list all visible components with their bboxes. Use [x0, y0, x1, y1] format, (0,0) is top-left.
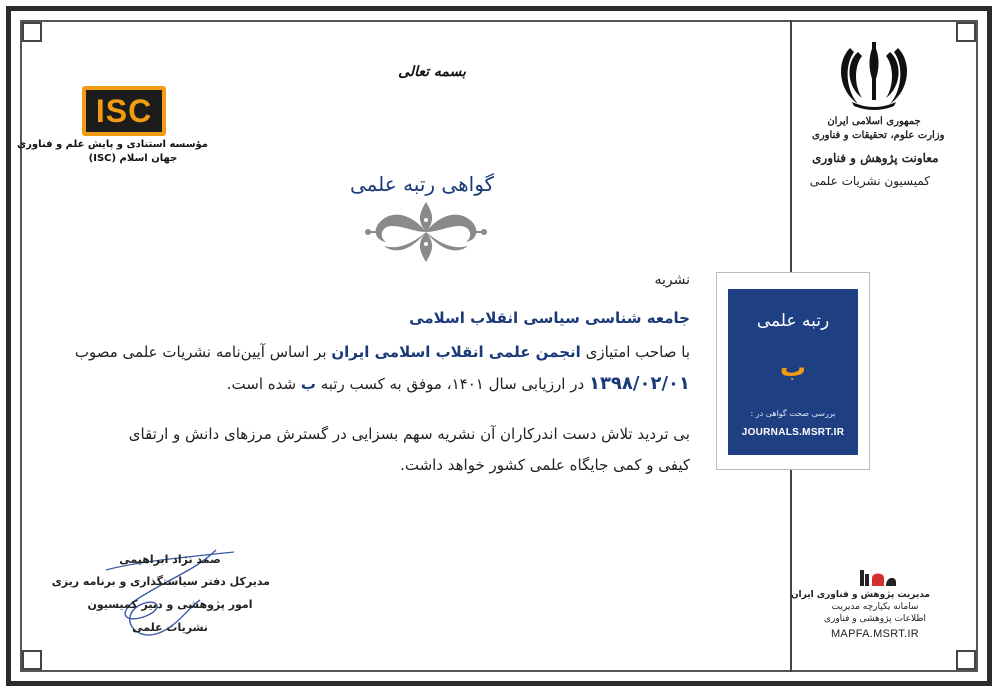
- mapfa-logo-icon: [858, 566, 898, 588]
- owner-line: [40, 337, 690, 368]
- basmala-heading: بسمه تعالی: [398, 64, 466, 80]
- mapfa-line-1: مدیریت پژوهش و فناوری ایران: [790, 590, 930, 600]
- iran-emblem-icon: [832, 40, 916, 114]
- gov-line-1: جمهوری اسلامی ایران: [827, 116, 921, 127]
- journal-type-label: نشریه: [654, 272, 690, 288]
- mapfa-line-2: سامانه یکپارچه مدیریت: [831, 602, 919, 612]
- signatory-role-1: مدیرکل دفتر سیاستگذاری و برنامه ریزی: [51, 575, 270, 588]
- closing-line-2: کیفی و کمی جایگاه علمی کشور خواهد داشت.: [400, 456, 690, 474]
- owner-suffix: بر اساس آیین‌نامه نشریات علمی مصوب: [74, 343, 327, 361]
- eval-middle: ، موفق به کسب رتبه: [320, 375, 452, 393]
- corner-ornament: [22, 22, 42, 42]
- eval-rank-letter: ب: [300, 375, 316, 393]
- evaluation-line: [40, 368, 690, 400]
- mapfa-line-3: اطلاعات پژوهشی و فناوری: [823, 614, 927, 624]
- journal-name: جامعه شناسی سیاسی انقلاب اسلامی: [409, 309, 690, 327]
- signatory-role-2: امور پژوهشی و دبیر کمیسیون: [87, 598, 253, 611]
- rank-badge: [728, 289, 858, 455]
- gov-line-2: وزارت علوم، تحقیقات و فناوری: [812, 130, 945, 141]
- rank-badge-letter: ب: [779, 353, 807, 383]
- owner-prefix: با صاحب امتیازی: [585, 343, 690, 361]
- mapfa-url[interactable]: MAPFA.MSRT.IR: [830, 628, 920, 640]
- gov-line-3: معاونت پژوهش و فناوری: [812, 151, 939, 165]
- commission-label: کمیسیون نشریات علمی: [809, 174, 930, 188]
- corner-ornament: [22, 650, 42, 670]
- closing-line-1: بی تردید تلاش دست اندرکاران آن نشریه سهم بسزایی در گسترش مرزهای دانش و ارتقای: [128, 425, 690, 443]
- eval-year: ۱۴۰۱: [451, 375, 484, 393]
- eval-prefix: در ارزیابی سال: [488, 375, 585, 393]
- rank-badge-title: رتبه علمی: [756, 311, 830, 331]
- signatory-role-3: نشریات علمی: [132, 621, 208, 634]
- eval-suffix: شده است.: [226, 375, 297, 393]
- arabesque-ornament-icon: [364, 200, 488, 264]
- owner-name: انجمن علمی انقلاب اسلامی ایران: [331, 343, 581, 361]
- isc-logo: [82, 86, 166, 136]
- rank-badge-url[interactable]: JOURNALS.MSRT.IR: [741, 427, 845, 438]
- corner-ornament: [956, 22, 976, 42]
- certificate-title: گواهی رتبه علمی: [349, 172, 495, 196]
- corner-ornament: [956, 650, 976, 670]
- signatory-name: صمد نژاد ابراهیمی: [119, 553, 221, 566]
- isc-caption-line-2: جهان اسلام (ISC): [88, 153, 178, 164]
- isc-caption-line-1: مؤسسه استنادی و پایش علم و فناوری: [16, 139, 208, 150]
- isc-logo-text: ISC: [95, 92, 153, 129]
- approval-date: ۱۳۹۸/۰۲/۰۱: [588, 373, 690, 394]
- rank-badge-verify-text: بررسی صحت گواهی در :: [750, 409, 836, 418]
